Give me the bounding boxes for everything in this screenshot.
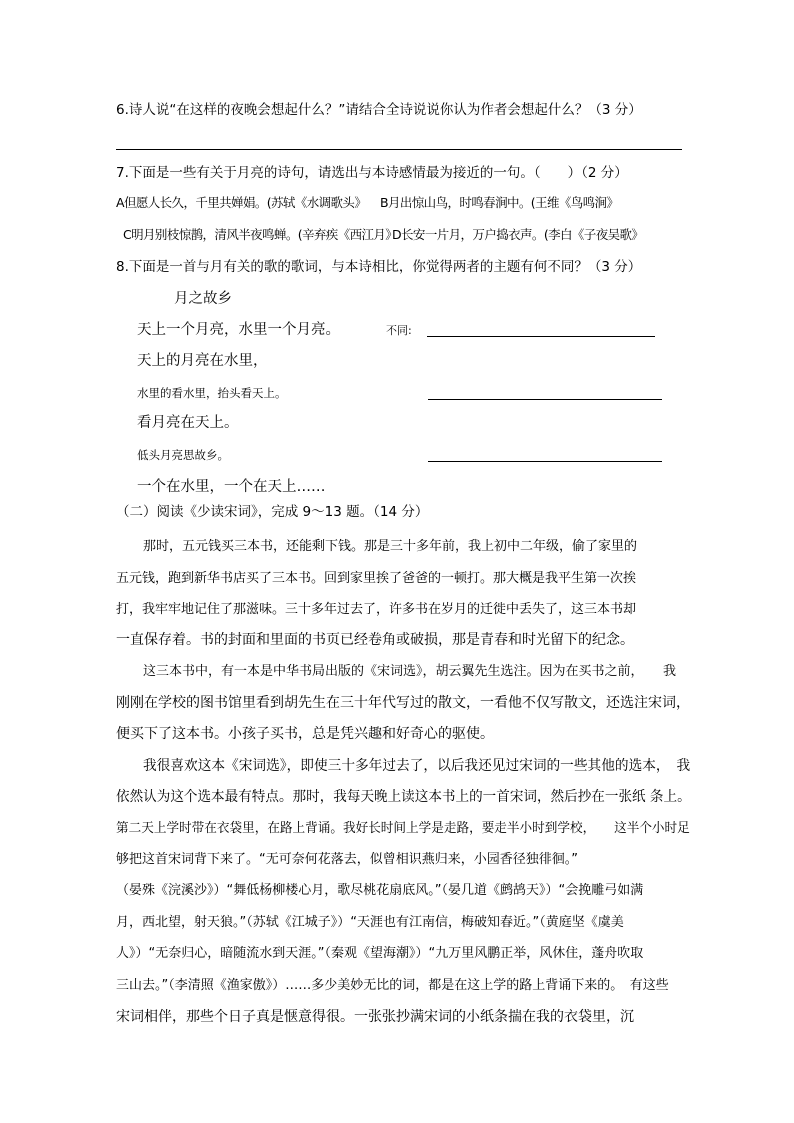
passage-line: 五元钱，跑到新华书店买了三本书。回到家里挨了爸爸的一顿打。那大概是我平生第一次挨 xyxy=(116,571,637,586)
passage-line: 宋词相伴，那些个日子真是惬意得很。一张张抄满宋词的小纸条揣在我的衣袋里，沉 xyxy=(116,1009,634,1025)
question-7: 7.下面是一些有关于月亮的诗句，请选出与本诗感情最为接近的一句。（ ）（2 分） xyxy=(116,165,628,181)
question-8: 8.下面是一首与月有关的歌的歌词，与本诗相比，你觉得两者的主题有何不同？（3 分） xyxy=(116,259,642,275)
passage-line: 三山去。”（李清照《渔家傲》）……多少美妙无比的词，都是在这上学的路上背诵下来的。 有这些 xyxy=(116,978,669,993)
passage-line: 月，西北望，射天狼。”（苏轼《江城子》）“天涯也有江南信，梅破知春近。”（黄庭坚《虞美 xyxy=(116,915,624,930)
song-line-2: 天上的月亮在水里， xyxy=(137,353,268,369)
q7-option-c[interactable]: C明月别枝惊鹊，清风半夜鸣蝉。(辛弃疾《西江月》 xyxy=(123,227,398,242)
passage-line: 依然认为这个选本最有特点。那时，我每天晚上读这本书上的一首宋词，然后抄在一张纸 条上。 xyxy=(116,789,691,805)
passage-line: （晏殊《浣溪沙》）“舞低杨柳楼心月，歌尽桃花扇底风。”（晏几道《鹧鸪天》）“会挽雕弓如满 xyxy=(116,883,644,898)
answer-line-q8-3[interactable] xyxy=(428,461,662,462)
passage-line: 我很喜欢这本《宋词选》，即使三十多年过去了，以后我还见过宋词的一些其他的选本， 我 xyxy=(143,758,691,774)
passage-line: 这三本书中，有一本是中华书局出版的《宋词选》，胡云翼先生选注。因为在买书之前， 我 xyxy=(143,664,677,679)
passage-line: 一直保存着。书的封面和里面的书页已经卷角或破损，那是青春和时光留下的纪念。 xyxy=(116,632,634,648)
q7-option-b[interactable]: B月出惊山鸟，时鸣春涧中。(王维《鸟鸣涧》 xyxy=(380,195,619,210)
passage-line: 那时，五元钱买三本书，还能剩下钱。那是三十多年前，我上初中二年级，偷了家里的 xyxy=(143,539,638,554)
song-line-1: 天上一个月亮，水里一个月亮。 xyxy=(137,322,340,338)
song-line-4: 看月亮在天上。 xyxy=(137,415,239,431)
song-line-3: 水里的看水里，抬头看天上。 xyxy=(137,386,287,400)
q7-option-a[interactable]: A但愿人长久，千里共婵娟。(苏轼《水调歌头》 xyxy=(116,195,367,210)
answer-label: 不同: xyxy=(386,324,412,337)
answer-line-q8-1[interactable] xyxy=(427,336,655,337)
answer-line-q6[interactable] xyxy=(116,149,682,150)
passage-line: 人》）“无奈归心，暗随流水到天涯。”（秦观《望海潮》）“九万里风鹏正举，风休住，蓬舟吹取 xyxy=(116,946,644,961)
passage-line: 便买下了这本书。小孩子买书，总是凭兴趣和好奇心的驱使。 xyxy=(116,726,494,742)
song-line-5: 低头月亮思故乡。 xyxy=(137,448,229,462)
song-line-6: 一个在水里，一个在天上…… xyxy=(137,479,326,495)
song-title: 月之故乡 xyxy=(174,291,232,307)
q7-option-d[interactable]: D长安一片月，万户捣衣声。(李白《子夜吴歌》 xyxy=(392,227,644,242)
passage-line: 够把这首宋词背下来了。“无可奈何花落去，似曾相识燕归来，小园香径独徘徊。” xyxy=(116,852,578,867)
question-6: 6.诗人说“在这样的夜晚会想起什么？”请结合全诗说说你认为作者会想起什么？（3 分） xyxy=(116,102,642,118)
passage-line: 第二天上学时带在衣袋里，在路上背诵。我好长时间上学是走路，要走半小时到学校， 这半个小时足 xyxy=(116,821,690,836)
passage-line: 打，我牢牢地记住了那滋味。三十多年过去了，许多书在岁月的迁徙中丢失了，这三本书却 xyxy=(116,602,637,617)
answer-line-q8-2[interactable] xyxy=(428,399,662,400)
passage-line: 刚刚在学校的图书馆里看到胡先生在三十年代写过的散文，一看他不仅写散文，还选注宋词， xyxy=(116,695,690,711)
section-2-heading: （二）阅读《少读宋词》，完成 9～13 题。（14 分） xyxy=(116,504,429,520)
